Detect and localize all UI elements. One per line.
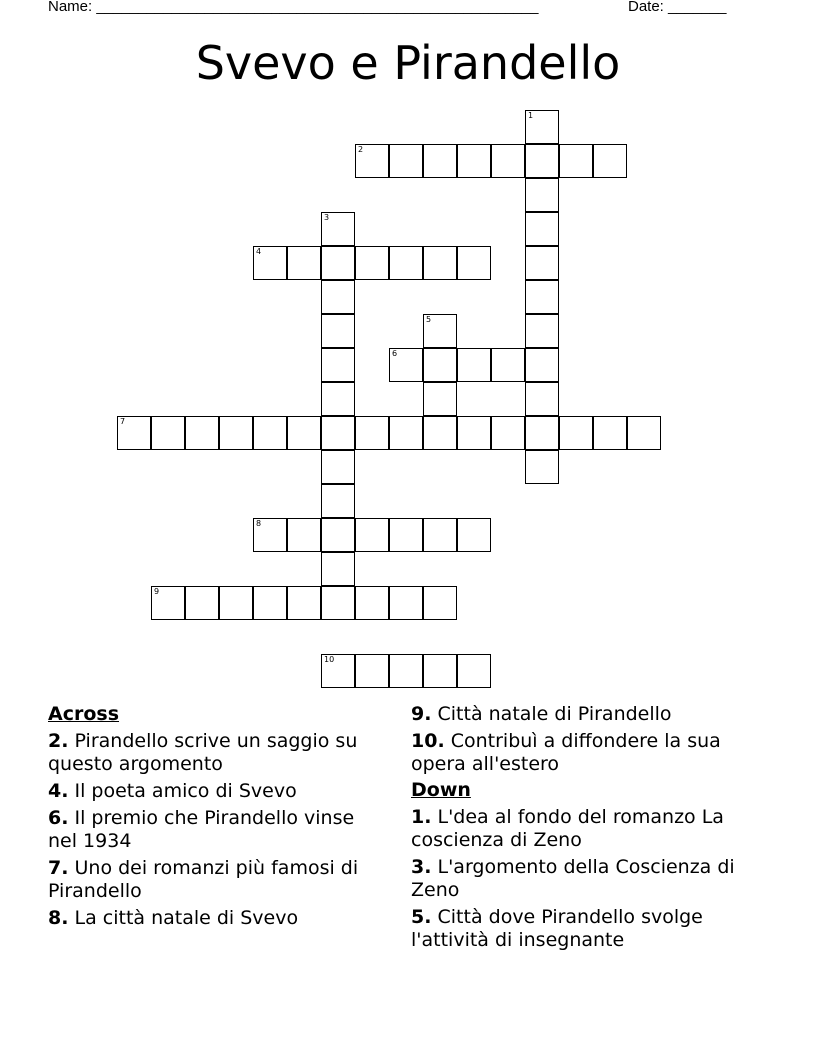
grid-cell[interactable] bbox=[423, 416, 457, 450]
grid-cell[interactable] bbox=[321, 416, 355, 450]
grid-cell[interactable] bbox=[525, 246, 559, 280]
clue-across-8: 8. La città natale di Svevo bbox=[48, 907, 299, 929]
grid-cell[interactable] bbox=[525, 450, 559, 484]
grid-cell[interactable] bbox=[151, 586, 185, 620]
grid-cell[interactable] bbox=[559, 144, 593, 178]
grid-cell[interactable] bbox=[491, 416, 525, 450]
grid-cell[interactable] bbox=[491, 348, 525, 382]
grid-cell[interactable] bbox=[355, 518, 389, 552]
grid-cell[interactable] bbox=[321, 450, 355, 484]
grid-cell[interactable] bbox=[457, 518, 491, 552]
clues-column-right bbox=[411, 700, 771, 952]
grid-cell[interactable] bbox=[321, 484, 355, 518]
grid-cell[interactable] bbox=[219, 586, 253, 620]
grid-cell[interactable] bbox=[185, 416, 219, 450]
grid-cell[interactable] bbox=[389, 586, 423, 620]
grid-cell[interactable] bbox=[321, 212, 355, 246]
clue-number-label: 1 bbox=[528, 111, 534, 120]
grid-cell[interactable] bbox=[389, 144, 423, 178]
grid-cell[interactable] bbox=[355, 586, 389, 620]
clue-across-7: 7. Uno dei romanzi più famosi di Pirandello bbox=[48, 857, 359, 902]
grid-cell[interactable] bbox=[423, 144, 457, 178]
grid-cell[interactable] bbox=[321, 280, 355, 314]
down-heading: Down bbox=[411, 779, 471, 801]
grid-cell[interactable] bbox=[423, 654, 457, 688]
grid-cell[interactable] bbox=[525, 382, 559, 416]
grid-cell[interactable] bbox=[593, 144, 627, 178]
grid-cell[interactable] bbox=[525, 280, 559, 314]
across-heading: Across bbox=[48, 703, 120, 725]
clue-down-1: 1. L'dea al fondo del romanzo La coscienza di Zeno bbox=[411, 806, 724, 851]
grid-cell[interactable] bbox=[321, 382, 355, 416]
clue-across-4: 4. Il poeta amico di Svevo bbox=[48, 780, 297, 802]
clue-number-label: 2 bbox=[358, 145, 364, 154]
grid-cell[interactable] bbox=[423, 586, 457, 620]
grid-cell[interactable] bbox=[287, 518, 321, 552]
grid-cell[interactable] bbox=[389, 348, 423, 382]
grid-cell[interactable] bbox=[525, 212, 559, 246]
grid-cell[interactable] bbox=[457, 348, 491, 382]
grid-cell[interactable] bbox=[525, 314, 559, 348]
clue-number-label: 9 bbox=[154, 587, 160, 596]
grid-cell[interactable] bbox=[423, 246, 457, 280]
clue-number-label: 4 bbox=[256, 247, 262, 256]
grid-cell[interactable] bbox=[389, 416, 423, 450]
grid-cell[interactable] bbox=[219, 416, 253, 450]
date-field[interactable]: Date: _______ bbox=[628, 0, 727, 15]
grid-cell[interactable] bbox=[593, 416, 627, 450]
grid-cell[interactable] bbox=[253, 586, 287, 620]
grid-cell[interactable] bbox=[287, 416, 321, 450]
grid-cell[interactable] bbox=[117, 416, 151, 450]
grid-cell[interactable] bbox=[355, 144, 389, 178]
grid-cell[interactable] bbox=[185, 586, 219, 620]
grid-cell[interactable] bbox=[457, 416, 491, 450]
clue-number-label: 3 bbox=[324, 213, 330, 222]
grid-cell[interactable] bbox=[423, 382, 457, 416]
grid-cell[interactable] bbox=[457, 246, 491, 280]
grid-cell[interactable] bbox=[253, 518, 287, 552]
grid-cell[interactable] bbox=[321, 518, 355, 552]
clue-down-5: 5. Città dove Pirandello svolge l'attività di insegnante bbox=[411, 906, 703, 951]
grid-cell[interactable] bbox=[321, 314, 355, 348]
grid-cell[interactable] bbox=[287, 586, 321, 620]
grid-cell[interactable] bbox=[423, 348, 457, 382]
clue-across-2: 2. Pirandello scrive un saggio su questo argomento bbox=[48, 730, 358, 775]
name-field[interactable]: Name: _____________________________________________________ bbox=[48, 0, 539, 15]
grid-cell[interactable] bbox=[355, 654, 389, 688]
grid-cell[interactable] bbox=[389, 518, 423, 552]
clues-column-left bbox=[48, 700, 378, 930]
clue-across-9: 9. Città natale di Pirandello bbox=[411, 703, 672, 725]
grid-cell[interactable] bbox=[355, 416, 389, 450]
grid-cell[interactable] bbox=[321, 552, 355, 586]
grid-cell[interactable] bbox=[253, 416, 287, 450]
grid-cell[interactable] bbox=[321, 586, 355, 620]
grid-cell[interactable] bbox=[389, 654, 423, 688]
grid-cell[interactable] bbox=[525, 348, 559, 382]
grid-cell[interactable] bbox=[525, 144, 559, 178]
grid-cell[interactable] bbox=[423, 314, 457, 348]
grid-cell[interactable] bbox=[253, 246, 287, 280]
grid-cell[interactable] bbox=[321, 246, 355, 280]
clue-across-6: 6. Il premio che Pirandello vinse nel 1934 bbox=[48, 807, 355, 852]
grid-cell[interactable] bbox=[491, 144, 525, 178]
grid-cell[interactable] bbox=[525, 178, 559, 212]
clue-across-10: 10. Contribuì a diffondere la sua opera all'estero bbox=[411, 730, 721, 775]
grid-cell[interactable] bbox=[525, 416, 559, 450]
grid-cell[interactable] bbox=[355, 246, 389, 280]
clue-number-label: 5 bbox=[426, 315, 432, 324]
clue-number-label: 10 bbox=[324, 655, 335, 664]
grid-cell[interactable] bbox=[423, 518, 457, 552]
grid-cell[interactable] bbox=[321, 654, 355, 688]
grid-cell[interactable] bbox=[321, 348, 355, 382]
grid-cell[interactable] bbox=[151, 416, 185, 450]
grid-cell[interactable] bbox=[525, 110, 559, 144]
grid-cell[interactable] bbox=[389, 246, 423, 280]
clue-number-label: 6 bbox=[392, 349, 398, 358]
grid-cell[interactable] bbox=[457, 144, 491, 178]
grid-cell[interactable] bbox=[559, 416, 593, 450]
page-title: Svevo e Pirandello bbox=[195, 36, 621, 90]
clue-number-label: 7 bbox=[120, 417, 126, 426]
grid-cell[interactable] bbox=[627, 416, 661, 450]
clue-down-3: 3. L'argomento della Coscienza di Zeno bbox=[411, 856, 735, 901]
clue-number-label: 8 bbox=[256, 519, 262, 528]
grid-cell[interactable] bbox=[287, 246, 321, 280]
grid-cell[interactable] bbox=[457, 654, 491, 688]
